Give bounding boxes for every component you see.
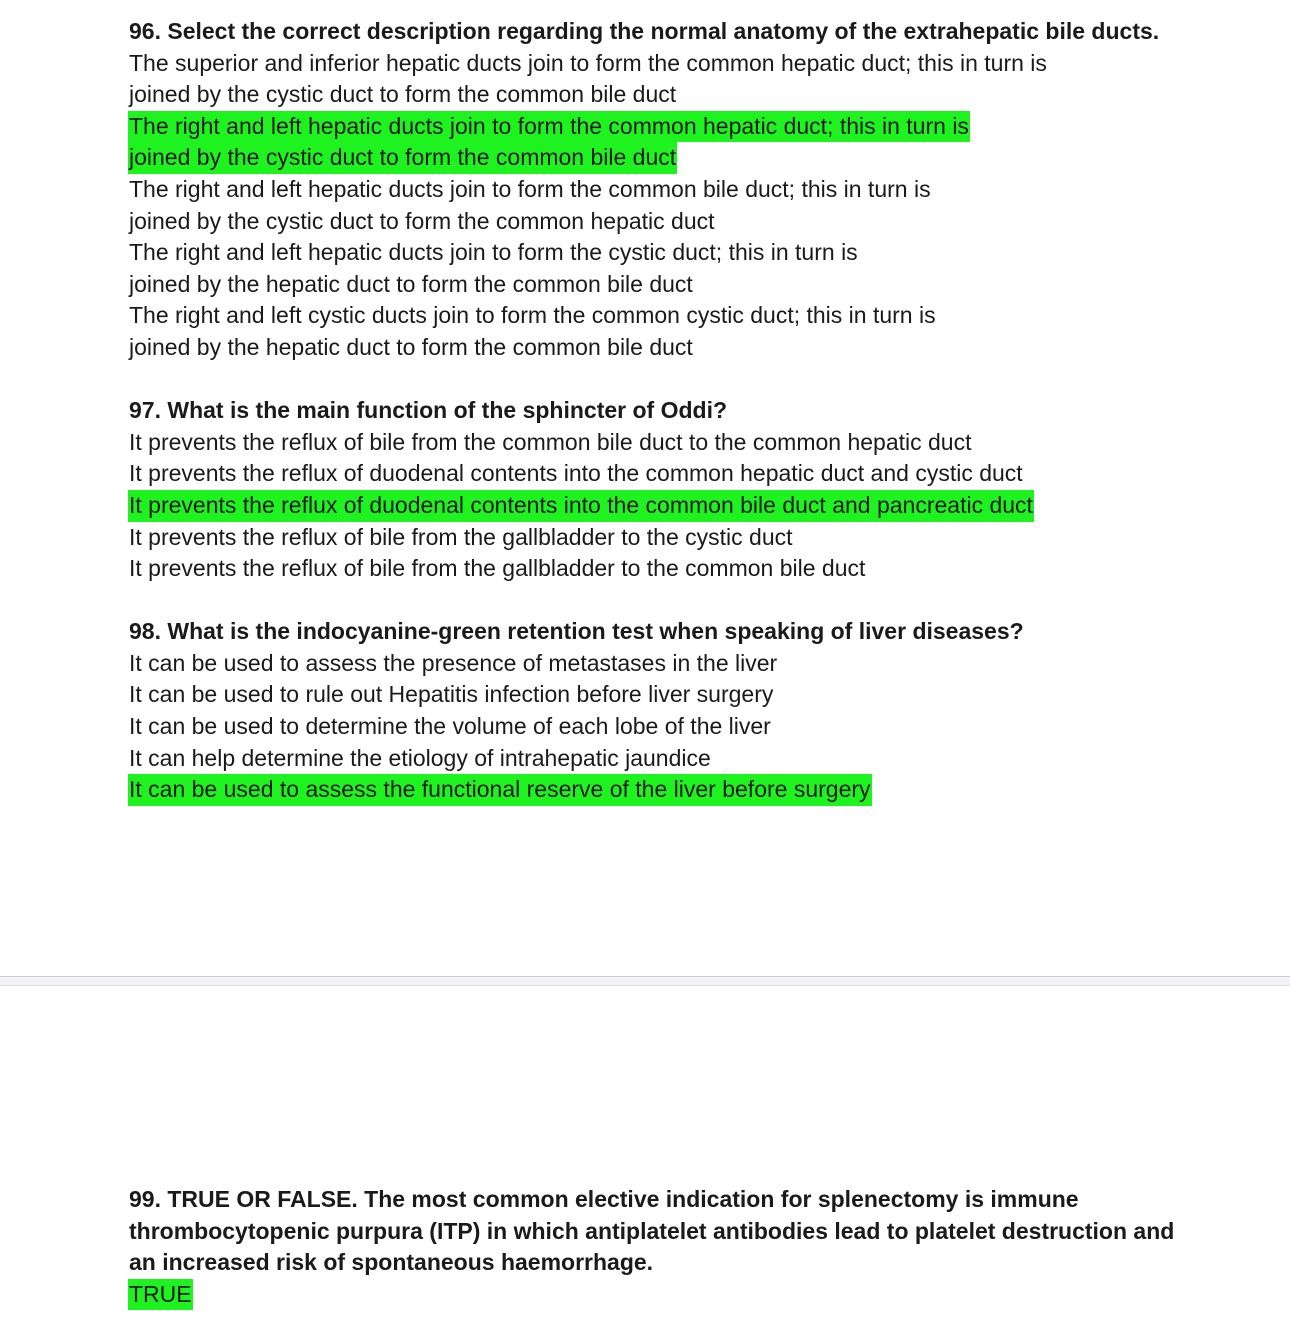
answer-option: It can help determine the etiology of intrahepatic jaundice bbox=[129, 744, 711, 771]
question-97 bbox=[129, 395, 1249, 585]
answer-option-correct: TRUE bbox=[128, 1279, 193, 1311]
question-title: 99. TRUE OR FALSE. The most common elective indication for splenectomy is immune bbox=[129, 1186, 1079, 1212]
document-page-2 bbox=[129, 1184, 1249, 1310]
option-text-line: joined by the cystic duct to form the common hepatic duct bbox=[129, 207, 715, 234]
answer-option: It prevents the reflux of bile from the common bile duct to the common hepatic duct bbox=[129, 428, 972, 455]
answer-option bbox=[129, 48, 1249, 111]
question-title: thrombocytopenic purpura (ITP) in which antiplatelet antibodies lead to platelet destruction and bbox=[129, 1217, 1175, 1244]
highlighted-option-text: The right and left hepatic ducts join to form the common hepatic duct; this in turn is bbox=[128, 111, 970, 143]
option-text-line: joined by the cystic duct to form the common bile duct bbox=[129, 81, 677, 108]
question-96 bbox=[129, 16, 1249, 364]
page-break-divider bbox=[0, 976, 1290, 986]
highlighted-option-text: joined by the cystic duct to form the common bile duct bbox=[128, 142, 677, 174]
option-text-line: The right and left cystic ducts join to form the common cystic duct; this in turn is bbox=[129, 302, 936, 329]
answer-option: It can be used to determine the volume of each lobe of the liver bbox=[129, 713, 771, 740]
answer-option-correct: It prevents the reflux of duodenal contents into the common bile duct and pancreatic duct bbox=[128, 490, 1034, 522]
answer-option bbox=[129, 174, 1249, 237]
answer-option-correct bbox=[129, 111, 1249, 174]
answer-option: It can be used to assess the presence of metastases in the liver bbox=[129, 649, 778, 676]
option-text-line: The superior and inferior hepatic ducts join to form the common hepatic duct; this in turn is bbox=[129, 49, 1047, 76]
document-page-1 bbox=[129, 16, 1249, 806]
option-text-line: The right and left hepatic ducts join to form the cystic duct; this in turn is bbox=[129, 239, 858, 266]
answer-option-correct: It can be used to assess the functional reserve of the liver before surgery bbox=[128, 774, 872, 806]
question-title: 97. What is the main function of the sphincter of Oddi? bbox=[129, 397, 728, 424]
question-99 bbox=[129, 1184, 1249, 1310]
answer-option: It can be used to rule out Hepatitis infection before liver surgery bbox=[129, 681, 774, 708]
option-text-line: joined by the hepatic duct to form the common bile duct bbox=[129, 333, 693, 360]
answer-option bbox=[129, 300, 1249, 363]
option-text-line: The right and left hepatic ducts join to form the common bile duct; this in turn is bbox=[129, 175, 931, 202]
answer-option: It prevents the reflux of duodenal contents into the common hepatic duct and cystic duct bbox=[129, 460, 1023, 487]
paragraph-gap bbox=[129, 364, 1249, 396]
question-title: an increased risk of spontaneous haemorrhage. bbox=[129, 1249, 654, 1276]
question-98 bbox=[129, 616, 1249, 806]
option-text-line: joined by the hepatic duct to form the common bile duct bbox=[129, 270, 693, 297]
answer-option bbox=[129, 237, 1249, 300]
question-title: 98. What is the indocyanine-green retention test when speaking of liver diseases? bbox=[129, 618, 1024, 645]
question-title: 96. Select the correct description regarding the normal anatomy of the extrahepatic bile ducts. bbox=[129, 18, 1160, 44]
paragraph-gap bbox=[129, 585, 1249, 617]
answer-option: It prevents the reflux of bile from the gallbladder to the common bile duct bbox=[129, 555, 866, 582]
answer-option: It prevents the reflux of bile from the gallbladder to the cystic duct bbox=[129, 523, 793, 550]
